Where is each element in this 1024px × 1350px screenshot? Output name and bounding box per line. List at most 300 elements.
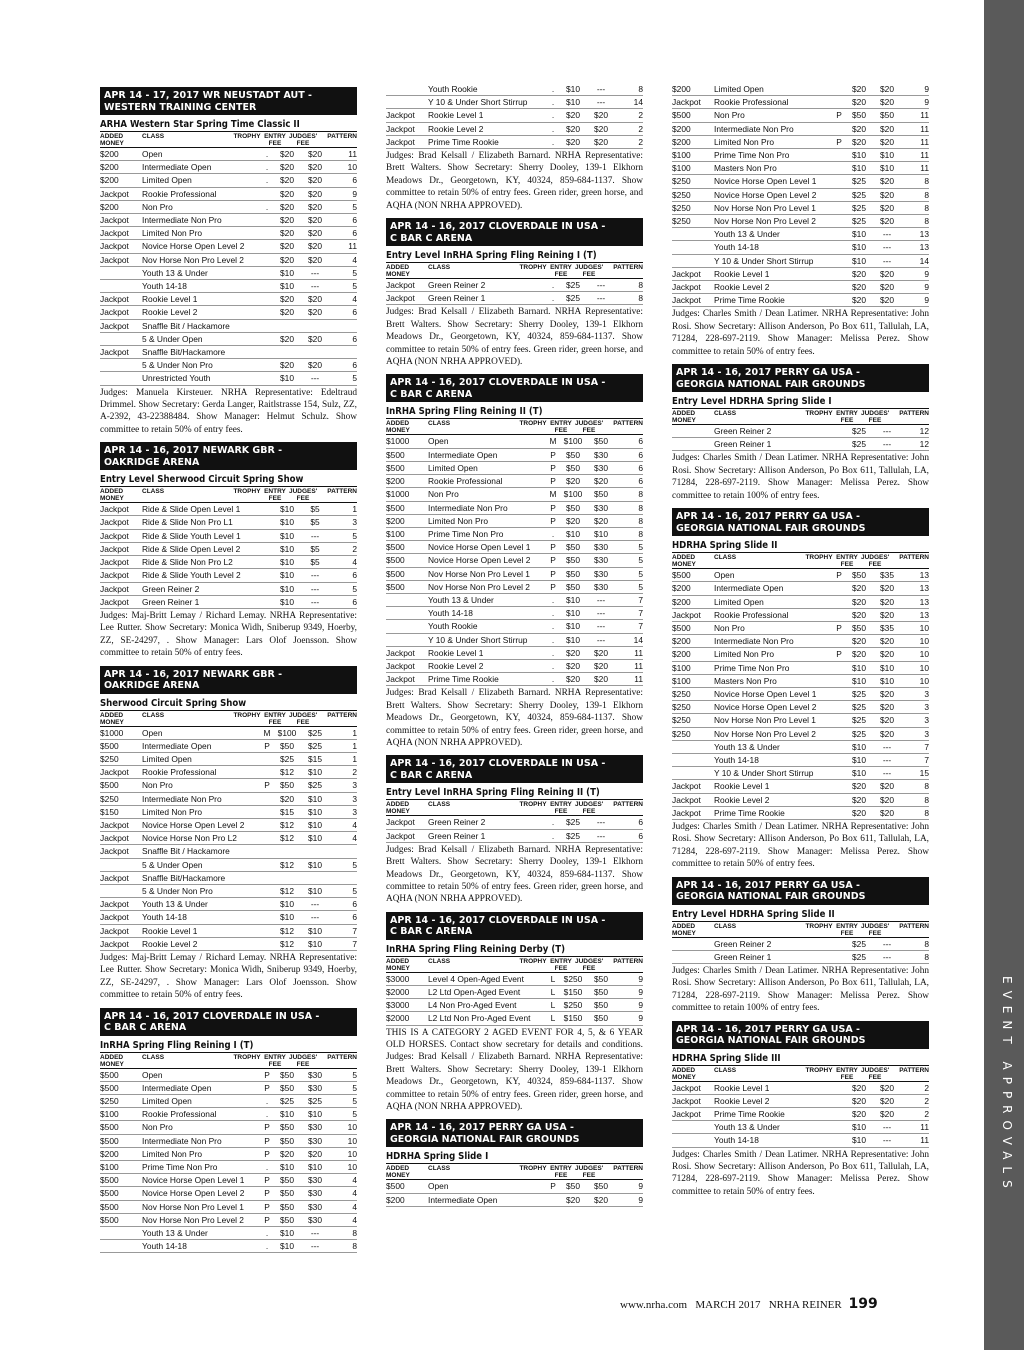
cell-money: $500 (100, 1082, 119, 1093)
heading-pattern: PATTERN (613, 1165, 643, 1173)
cell-class: Novice Horse Open Level 2 (428, 555, 531, 566)
cell-trophy: P (264, 1148, 270, 1159)
cell-trophy (261, 267, 273, 279)
cell-entry-fee: $50 (280, 1069, 294, 1080)
cell-class: Non Pro (142, 780, 173, 791)
cell-pattern: 9 (924, 295, 929, 306)
cell-money: $250 (672, 688, 691, 699)
cell-trophy: P (836, 649, 842, 660)
cell-trophy: . (551, 674, 555, 685)
cell-class: Y 10 & Under Short Stirrup (428, 97, 528, 108)
cell-pattern: 9 (638, 973, 643, 984)
cell-money (386, 620, 428, 632)
cell-trophy (261, 898, 273, 910)
cell-money: $500 (386, 449, 405, 460)
cell-class: Youth Rookie (428, 621, 478, 632)
cell-money: Jackpot (100, 872, 129, 883)
event-section (672, 877, 929, 1015)
cell-judges-fee: $20 (880, 189, 894, 200)
footer-site: www.nrha.com (620, 1299, 688, 1311)
table-row (100, 859, 357, 872)
cell-entry-fee: $20 (280, 307, 294, 318)
cell-trophy: M (263, 727, 271, 738)
cell-judges-fee: --- (882, 229, 892, 240)
heading-judges-fee: JUDGES' FEE (289, 133, 318, 147)
cell-trophy (833, 149, 845, 161)
cell-class: Novice Horse Open Level 1 (142, 1175, 245, 1186)
table-row (100, 1214, 357, 1227)
cell-class: Masters Non Pro (714, 163, 777, 174)
cell-class: Rookie Level 1 (142, 294, 198, 305)
cell-trophy (833, 123, 845, 135)
cell-pattern: 10 (347, 162, 357, 173)
cell-class: Rookie Professional (142, 188, 217, 199)
cell-entry-fee: $12 (280, 819, 294, 830)
cell-judges-fee: $20 (308, 360, 322, 371)
table-row (386, 515, 643, 528)
cell-judges-fee: $20 (880, 715, 894, 726)
cell-money: $250 (672, 702, 691, 713)
cell-entry-fee: $50 (280, 1188, 294, 1199)
cell-money: Jackpot (386, 660, 415, 671)
cell-money: Jackpot (100, 846, 129, 857)
cell-entry-fee: $20 (852, 636, 866, 647)
cell-judges-fee: $10 (308, 793, 322, 804)
table-row (386, 462, 643, 475)
cell-entry-fee: $100 (277, 727, 297, 738)
cell-trophy (261, 372, 273, 384)
table-row (672, 255, 929, 268)
cell-trophy (261, 306, 273, 318)
cell-judges-fee: --- (596, 97, 606, 108)
cell-class: Youth 14-18 (142, 281, 187, 292)
cell-money: $200 (386, 1194, 405, 1205)
cell-entry-fee: $20 (852, 1082, 866, 1093)
cell-pattern: 13 (919, 229, 929, 240)
cell-entry-fee: $10 (566, 594, 580, 605)
table-row (100, 556, 357, 569)
cell-judges-fee (301, 320, 329, 332)
cell-money: Jackpot (672, 794, 701, 805)
heading-entry-fee: ENTRY FEE (264, 488, 286, 503)
table-row (386, 986, 643, 999)
cell-pattern: 6 (638, 476, 643, 487)
cell-money: Jackpot (672, 609, 701, 620)
heading-entry-fee: ENTRY FEE (550, 957, 572, 972)
cell-trophy (833, 701, 845, 713)
table-row (100, 596, 357, 609)
cell-money (672, 1121, 714, 1133)
cell-entry-fee: $25 (280, 753, 294, 764)
cell-money: $250 (100, 753, 119, 764)
cell-pattern: 2 (352, 767, 357, 778)
cell-pattern: 8 (638, 293, 643, 304)
cell-money: $500 (100, 1188, 119, 1199)
cell-class: Nov Horse Non Pro Level 2 (142, 254, 244, 265)
cell-class: Prime Time Rookie (714, 1109, 785, 1120)
cell-trophy: . (551, 280, 555, 291)
cell-pattern: 9 (352, 188, 357, 199)
cell-judges-fee: $20 (880, 728, 894, 739)
cell-class: Limited Open (714, 84, 764, 94)
cell-entry-fee: $10 (566, 634, 580, 645)
cell-money (100, 267, 142, 279)
cell-class: Youth 14-18 (428, 608, 473, 619)
cell-money: $250 (100, 1096, 119, 1107)
heading-pattern: PATTERN (327, 1053, 357, 1061)
class-title: Entry Level InRHA Spring Fling Reining I (T) (386, 250, 643, 263)
cell-trophy (261, 530, 273, 542)
cell-trophy (833, 596, 845, 608)
heading-trophy: TROPHY (805, 1066, 833, 1074)
cell-money: Jackpot (386, 817, 415, 828)
cell-entry-fee: $20 (852, 84, 866, 94)
cell-money (672, 767, 714, 779)
cell-judges-fee: --- (882, 938, 892, 949)
cell-money (100, 333, 142, 345)
table-row (100, 753, 357, 766)
table-row (100, 1187, 357, 1200)
heading-trophy: TROPHY (805, 410, 833, 418)
cell-trophy (261, 543, 273, 555)
cell-class: Prime Time Non Pro (428, 528, 504, 539)
heading-class: CLASS (714, 410, 737, 418)
heading-judges-fee: JUDGES' FEE (575, 1165, 604, 1180)
cell-judges-fee: $20 (880, 807, 894, 818)
cell-trophy (261, 516, 273, 528)
table-row (672, 609, 929, 622)
cell-trophy (833, 938, 845, 950)
cell-judges-fee: $20 (880, 649, 894, 660)
cell-class: Rookie Professional (142, 767, 217, 778)
cell-trophy: L (550, 973, 556, 984)
table-row (672, 662, 929, 675)
cell-pattern (329, 346, 357, 358)
cell-pattern: 11 (920, 1122, 929, 1133)
cell-judges-fee: --- (310, 281, 320, 292)
cell-judges-fee: --- (882, 951, 892, 962)
cell-money: Jackpot (100, 254, 129, 265)
cell-entry-fee: $10 (852, 741, 866, 752)
heading-entry-fee: ENTRY FEE (836, 922, 858, 937)
table-row (672, 582, 929, 595)
heading-judges-fee: JUDGES' FEE (861, 922, 890, 937)
column-headings (386, 958, 643, 973)
column-headings (386, 420, 643, 435)
cell-money (672, 425, 714, 437)
cell-trophy (261, 503, 273, 515)
cell-trophy (833, 294, 845, 306)
cell-pattern: 5 (352, 885, 357, 896)
section-label: EVENT APPROVALS (1000, 976, 1014, 1195)
cell-class: Limited Open (142, 753, 192, 764)
cell-pattern: 6 (352, 228, 357, 239)
cell-entry-fee: $20 (280, 1148, 294, 1159)
heading-pattern: PATTERN (613, 957, 643, 965)
table-row (386, 449, 643, 462)
event-notes: Judges: Maj-Britt Lemay / Richard Lemay. NRHA Representative: Lee Rutter. Show Secretary: Monica Widh, Sniberup 9349, Hoerby, ZZ, SE-24297, . Show Manager: Lars Olof Joensson. Show committee to retain 50% of entry fees. (100, 610, 357, 659)
cell-class: Open (142, 727, 163, 738)
column-headings (386, 264, 643, 279)
cell-judges-fee: $10 (880, 675, 894, 686)
cell-pattern: 11 (920, 110, 929, 121)
cell-judges-fee: $30 (594, 568, 608, 579)
cell-trophy (261, 793, 273, 805)
cell-pattern: 10 (919, 636, 929, 647)
cell-pattern (329, 872, 357, 884)
event-section (100, 1008, 357, 1254)
cell-entry-fee: $20 (566, 1194, 580, 1205)
table-row (386, 634, 643, 647)
cell-money (100, 359, 142, 371)
cell-pattern: 7 (352, 925, 357, 936)
cell-judges-fee: $20 (880, 583, 894, 594)
cell-trophy (833, 162, 845, 174)
cell-class: Novice Horse Open Level 1 (428, 542, 531, 553)
table-row (100, 201, 357, 214)
cell-entry-fee: $25 (566, 830, 580, 841)
cell-trophy (261, 845, 273, 857)
cell-judges-fee: --- (882, 439, 892, 450)
cell-judges-fee: $20 (308, 175, 322, 186)
cell-judges-fee: --- (310, 912, 320, 923)
cell-entry-fee: $10 (852, 754, 866, 765)
table-row (100, 1121, 357, 1134)
cell-trophy (833, 83, 845, 95)
cell-trophy: P (836, 110, 842, 121)
cell-pattern: 13 (919, 609, 929, 620)
cell-entry-fee: $25 (852, 202, 866, 213)
cell-pattern (329, 845, 357, 857)
table-row (100, 214, 357, 227)
cell-class: Open (142, 1069, 163, 1080)
class-title: Entry Level Sherwood Circuit Spring Show (100, 474, 357, 487)
cell-judges-fee: $10 (308, 925, 322, 936)
cell-judges-fee: $20 (880, 202, 894, 213)
heading-added-money: ADDED MONEY (386, 420, 410, 435)
cell-judges-fee: $20 (880, 97, 894, 108)
cell-class: Novice Horse Non Pro L2 (142, 833, 237, 844)
cell-money: Jackpot (386, 110, 415, 121)
cell-entry-fee: $20 (280, 793, 294, 804)
cell-money: Jackpot (100, 188, 129, 199)
table-row (100, 174, 357, 187)
table-row (672, 728, 929, 741)
table-row (672, 83, 929, 96)
cell-entry-fee: $10 (566, 528, 580, 539)
cell-class: Nov Horse Non Pro Level 1 (142, 1201, 244, 1212)
cell-trophy (833, 175, 845, 187)
cell-class: Rookie Level 2 (714, 282, 770, 293)
cell-trophy (261, 925, 273, 937)
column-headings (386, 1165, 643, 1180)
cell-judges-fee: $20 (594, 647, 608, 658)
cell-class: Intermediate Open (428, 449, 498, 460)
cell-money: Jackpot (100, 517, 129, 528)
cell-entry-fee: $25 (852, 189, 866, 200)
heading-trophy: TROPHY (805, 554, 833, 562)
cell-money (672, 754, 714, 766)
cell-money: Jackpot (386, 647, 415, 658)
cell-judges-fee: $20 (880, 176, 894, 187)
class-title: Entry Level InRHA Spring Fling Reining II (T) (386, 787, 643, 800)
heading-pattern: PATTERN (327, 711, 357, 719)
cell-judges-fee: --- (882, 426, 892, 437)
table-row (672, 1108, 929, 1121)
table-row (386, 123, 643, 136)
cell-trophy: P (264, 1069, 270, 1080)
cell-judges-fee: $20 (880, 1109, 894, 1120)
cell-pattern: 13 (919, 242, 929, 253)
cell-pattern: 7 (638, 608, 643, 619)
cell-judges-fee: --- (882, 754, 892, 765)
cell-judges-fee: $20 (308, 162, 322, 173)
cell-trophy: P (550, 476, 556, 487)
table-row (100, 359, 357, 372)
cell-entry-fee: $10 (280, 596, 294, 607)
cell-money: $250 (672, 216, 691, 227)
cell-class: Limited Non Pro (142, 228, 203, 239)
table-row (386, 83, 643, 96)
cell-class: Green Reiner 1 (428, 293, 486, 304)
cell-trophy (833, 425, 845, 437)
cell-money (672, 438, 714, 450)
cell-trophy (833, 609, 845, 621)
cell-judges-fee: --- (596, 608, 606, 619)
cell-class: Unrestricted Youth (142, 373, 211, 384)
heading-judges-fee: JUDGES' FEE (289, 711, 318, 726)
heading-class: CLASS (428, 1165, 451, 1173)
cell-money: Jackpot (386, 293, 415, 304)
cell-entry-fee: $25 (852, 702, 866, 713)
cell-entry-fee: $20 (280, 294, 294, 305)
cell-money: Jackpot (386, 136, 415, 147)
event-header: APR 14 - 16, 2017 CLOVERDALE IN USA - C BAR C ARENA (386, 218, 643, 246)
cell-trophy: P (550, 542, 556, 553)
cell-money: Jackpot (100, 215, 129, 226)
table-row (386, 554, 643, 567)
cell-money (672, 938, 714, 950)
cell-class: Intermediate Non Pro (142, 793, 222, 804)
cell-pattern: 7 (924, 754, 929, 765)
cell-trophy (833, 1082, 845, 1094)
table-row (100, 885, 357, 898)
table-row (672, 938, 929, 951)
cell-money: $200 (386, 515, 405, 526)
event-header: APR 14 - 16, 2017 PERRY GA USA - GEORGIA NATIONAL FAIR GROUNDS (672, 364, 929, 392)
cell-judges-fee: $30 (594, 581, 608, 592)
cell-pattern: 1 (352, 753, 357, 764)
cell-class: Limited Open (714, 596, 764, 607)
cell-trophy: . (265, 1241, 269, 1252)
table-row (386, 475, 643, 488)
table-row (100, 740, 357, 753)
cell-trophy: P (264, 1122, 270, 1133)
cell-judges-fee: $20 (308, 228, 322, 239)
cell-class: Rookie Professional (142, 1109, 217, 1120)
cell-class: Intermediate Open (142, 740, 212, 751)
cell-money: $1000 (386, 436, 410, 447)
cell-trophy: L (550, 1000, 556, 1011)
cell-pattern: 8 (638, 84, 643, 94)
cell-judges-fee: --- (310, 583, 320, 594)
cell-trophy (833, 714, 845, 726)
cell-class: Rookie Level 1 (428, 110, 484, 121)
cell-trophy (833, 767, 845, 779)
heading-class: CLASS (428, 264, 451, 272)
cell-entry-fee: $10 (852, 150, 866, 161)
cell-money: $500 (100, 1214, 119, 1225)
cell-class: Limited Open (142, 175, 192, 186)
cell-entry-fee: $12 (280, 833, 294, 844)
table-row (672, 1121, 929, 1134)
cell-judges-fee: $15 (308, 753, 322, 764)
cell-trophy (833, 228, 845, 240)
event-section (672, 508, 929, 870)
cell-pattern: 10 (347, 1162, 357, 1173)
heading-class: CLASS (142, 133, 165, 140)
heading-class: CLASS (142, 711, 165, 719)
cell-entry-fee: $10 (852, 229, 866, 240)
cell-pattern: 6 (352, 333, 357, 344)
cell-entry-fee: $50 (566, 542, 580, 553)
event-notes: Judges: Brad Kelsall / Elizabeth Barnard. NRHA Representative: Brett Walters. Show Secretary: Sherry Dooley, 139-1 Elkhorn Meadows Dr., Georgetown, KY, 40324, 859-684-1137. Show committee to retain 50% of entry fees. Green rider, green horse, and AQHA (NON NRHA APPROVED). (386, 307, 643, 368)
cell-money: Jackpot (386, 674, 415, 685)
cell-trophy: P (264, 780, 270, 791)
table-row (100, 306, 357, 319)
cell-class: Rookie Level 1 (428, 647, 484, 658)
table-row (100, 779, 357, 792)
table-row (672, 635, 929, 648)
cell-judges-fee: $10 (308, 938, 322, 949)
heading-pattern: PATTERN (613, 801, 643, 809)
cell-class: Prime Time Non Pro (714, 150, 790, 161)
cell-entry-fee: $50 (566, 462, 580, 473)
cell-judges-fee: $20 (308, 241, 322, 252)
cell-entry-fee: $20 (280, 241, 294, 252)
cell-judges-fee: --- (310, 1228, 320, 1239)
cell-class: Nov Horse Non Pro Level 2 (714, 728, 816, 739)
cell-money: Jackpot (100, 543, 129, 554)
cell-trophy (833, 754, 845, 766)
cell-pattern: 6 (352, 175, 357, 186)
cell-money: $200 (672, 636, 691, 647)
cell-trophy (261, 872, 273, 884)
heading-trophy: TROPHY (519, 264, 547, 272)
cell-class: Green Reiner 1 (428, 830, 486, 841)
cell-entry-fee: $20 (566, 660, 580, 671)
cell-trophy (833, 202, 845, 214)
cell-class: Prime Time Rookie (428, 136, 499, 147)
cell-entry-fee: $25 (566, 280, 580, 291)
table-row (100, 898, 357, 911)
heading-added-money: ADDED MONEY (100, 1053, 124, 1068)
cell-entry-fee: $25 (852, 176, 866, 187)
cell-pattern: 5 (638, 581, 643, 592)
cell-pattern: 5 (352, 583, 357, 594)
cell-trophy (833, 96, 845, 108)
cell-entry-fee: $20 (566, 647, 580, 658)
table-row (386, 502, 643, 515)
cell-class: Prime Time Rookie (714, 295, 785, 306)
cell-pattern: 7 (638, 621, 643, 632)
cell-trophy: . (551, 123, 555, 134)
cell-entry-fee: $20 (852, 583, 866, 594)
heading-added-money: ADDED MONEY (672, 922, 696, 937)
cell-trophy: P (836, 570, 842, 581)
table-row (100, 1201, 357, 1214)
cell-trophy (833, 662, 845, 674)
